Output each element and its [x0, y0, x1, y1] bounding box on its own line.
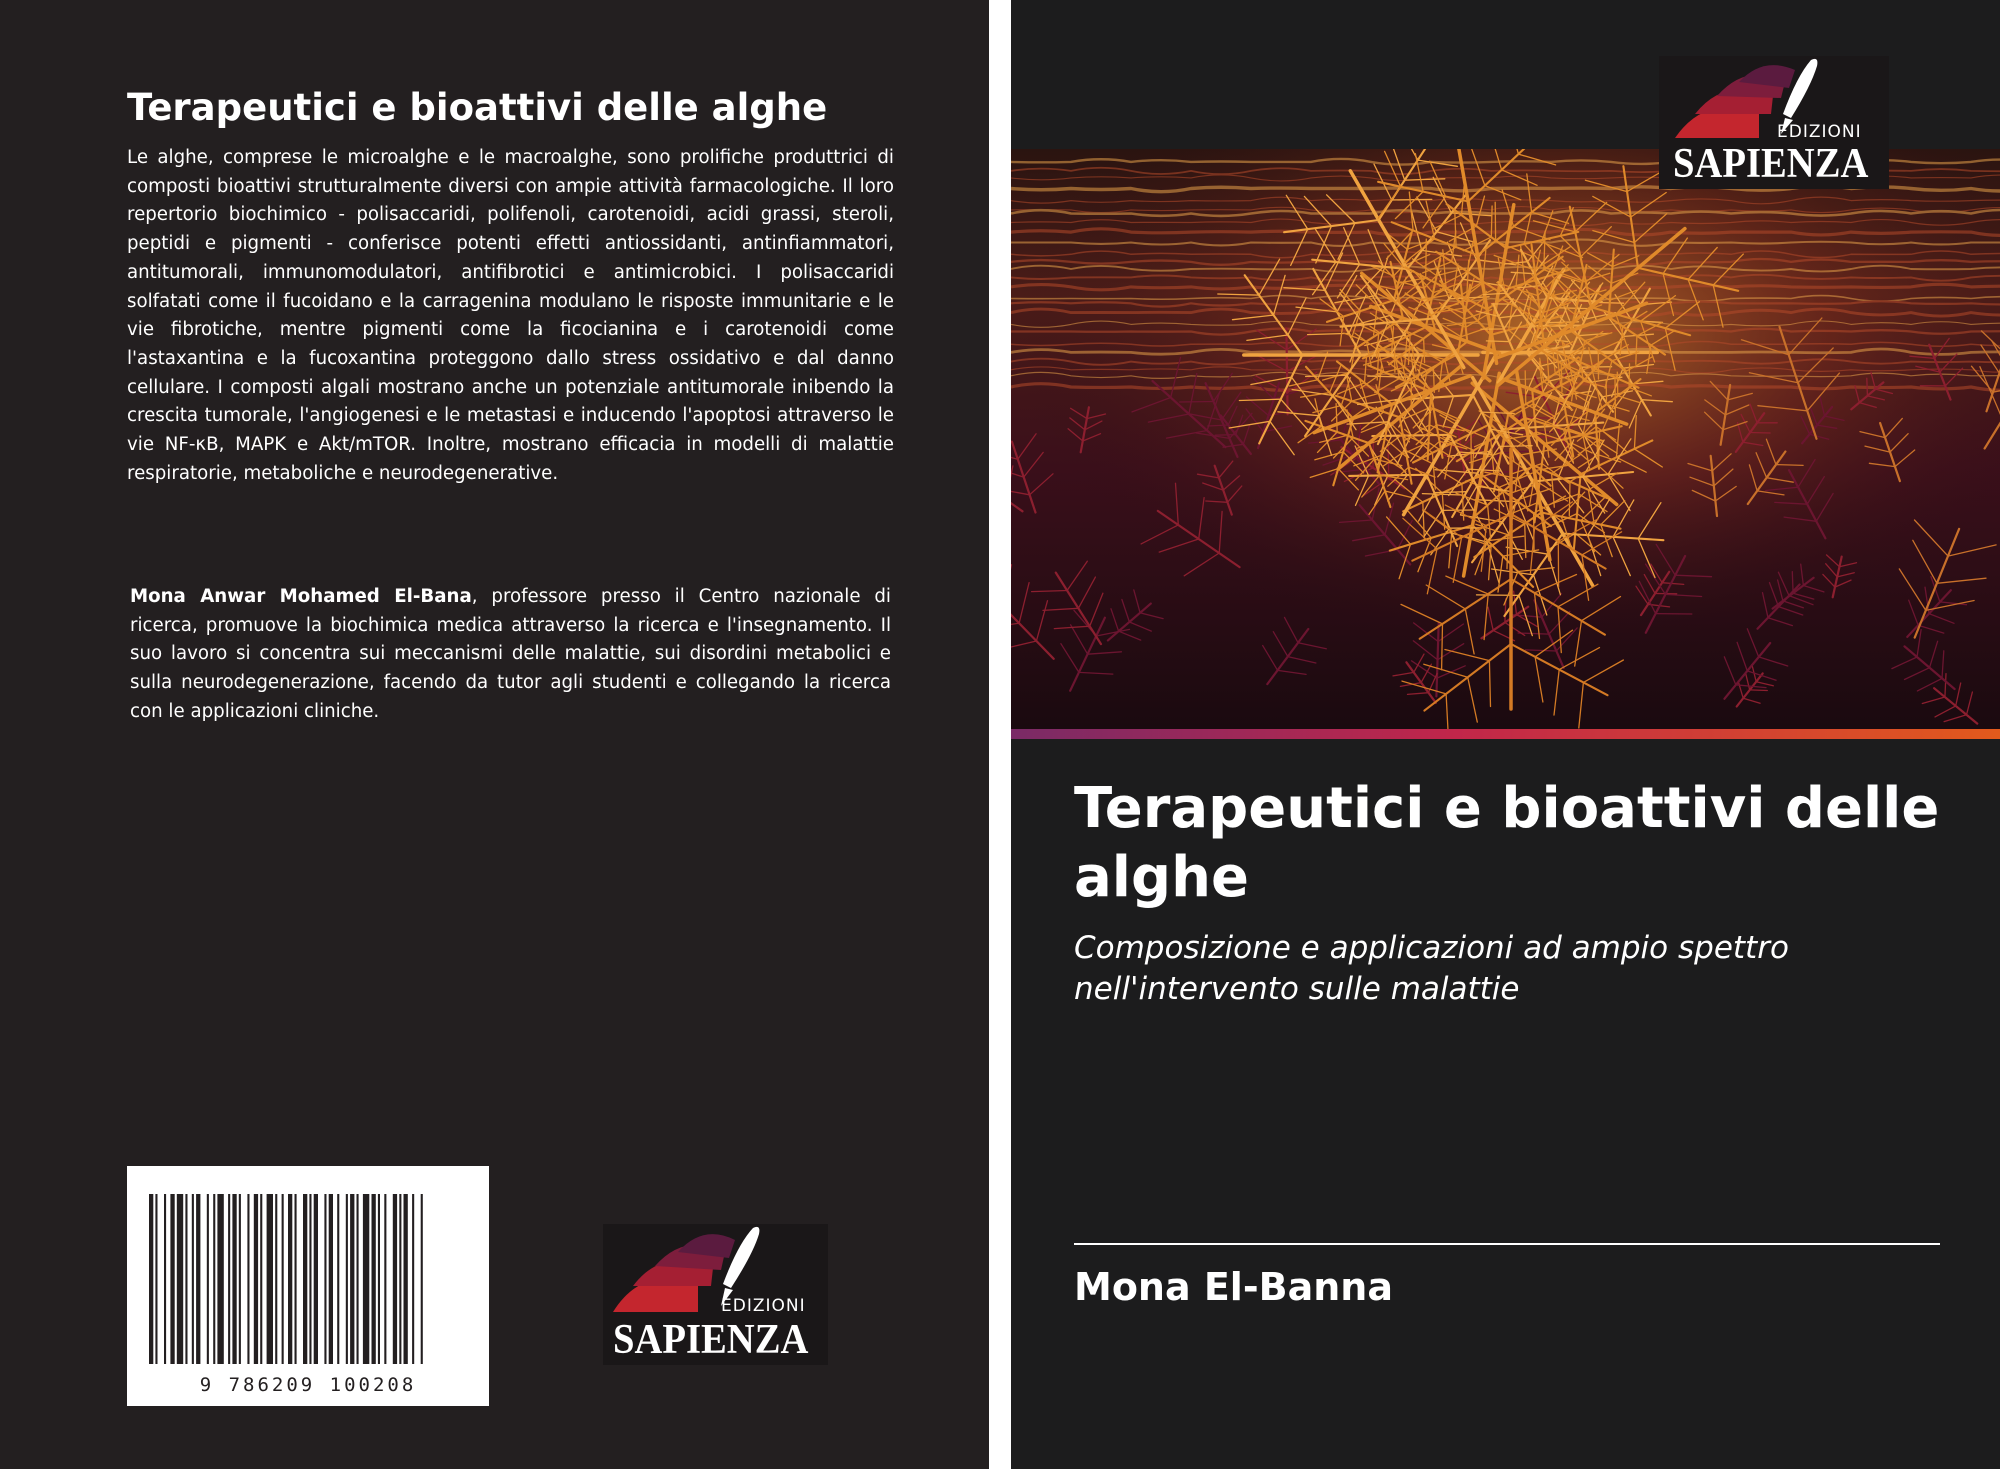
barcode-bar	[170, 1194, 174, 1364]
barcode-bar	[393, 1194, 397, 1364]
barcode-bar	[192, 1194, 194, 1364]
barcode-bar	[309, 1194, 311, 1364]
barcode-bar	[267, 1194, 273, 1364]
barcode-bar	[164, 1194, 166, 1364]
barcode-bar	[254, 1194, 258, 1364]
barcode-bar	[282, 1194, 284, 1364]
back-cover	[0, 0, 989, 1469]
front-cover-author: Mona El-Banna	[1074, 1265, 1393, 1309]
barcode-icon	[127, 1166, 489, 1406]
barcode-bar	[378, 1194, 380, 1364]
barcode-bar	[350, 1194, 354, 1364]
barcode-bar	[384, 1194, 386, 1364]
barcode-bar	[239, 1194, 241, 1364]
barcode-bar	[404, 1194, 408, 1364]
barcode-bar	[228, 1194, 230, 1364]
publisher-imprint: EDIZIONI	[721, 1296, 806, 1316]
barcode-bar	[399, 1194, 401, 1364]
front-cover-subtitle: Composizione e applicazioni ad ampio spettro nell'intervento sulle malattie	[1074, 930, 1789, 1007]
barcode-bar	[372, 1194, 376, 1364]
barcode-bar	[295, 1194, 297, 1364]
front-cover-title: Terapeutici e bioattivi delle alghe	[1074, 776, 1940, 910]
back-cover-title: Terapeutici e bioattivi delle alghe	[127, 86, 828, 129]
author-bio-name: Mona Anwar Mohamed El-Bana	[130, 586, 472, 607]
barcode-bar	[329, 1194, 333, 1364]
seaweed-photo	[1011, 149, 2000, 729]
barcode-bar	[217, 1194, 223, 1364]
publisher-logo-front	[1659, 56, 1889, 189]
publisher-imprint: EDIZIONI	[1777, 122, 1862, 142]
publisher-logo-back	[603, 1224, 828, 1365]
barcode-bar	[363, 1194, 369, 1364]
barcode-bar	[275, 1194, 277, 1364]
barcode-bar	[155, 1194, 157, 1364]
author-bio-text: , professore presso il Centro nazionale di ricerca, promuove la biochimica medica attraverso la ricerca e l'insegnamento. Il suo lavoro si concentra sui meccanismi delle malattie, sui disordini metabolici e sulla neurodegenerazione, facendo da tutor agli studenti e collegando la ricerca con le applicazioni cliniche.	[130, 586, 891, 722]
front-cover	[1011, 0, 2000, 1469]
barcode-bar	[247, 1194, 249, 1364]
publisher-name: SAPIENZA	[1673, 141, 1869, 187]
barcode-bar	[260, 1194, 262, 1364]
back-cover-blurb: Le alghe, comprese le microalghe e le macroalghe, sono prolifiche produttrici di composti bioattivi strutturalmente diversi con ampie attività farmacologiche. Il loro repertorio biochimico - polisaccaridi, polifenoli, carotenoidi, acidi grassi, steroli, peptidi e pigmenti - conferisce potenti effetti antiossidanti, antinfiammatori, antitumorali, immunomodulatori, antifibrotici e antimicrobici. I polisaccaridi solfatati come il fucoidano e la carragenina modulano le risposte immunitarie e le vie fibrotiche, mentre pigmenti come la ficocianina e i carotenoidi come l'astaxantina e la fucoxantina proteggono dallo stress ossidativo e dal danno cellulare. I composti algali mostrano anche un potenziale antitumorale inibendo la crescita tumorale, l'angiogenesi e le metastasi e inducendo l'apoptosi attraverso le vie NF-κB, MAPK e Akt/mTOR. Inoltre, mostrano efficacia in modelli di malattie respiratorie, metaboliche e neurodegenerative.	[127, 147, 894, 484]
publisher-name: SAPIENZA	[613, 1317, 809, 1363]
barcode-bar	[288, 1194, 292, 1364]
isbn-digits: 9 786209 100208	[199, 1374, 417, 1396]
barcode-bar	[412, 1194, 414, 1364]
barcode-bar	[421, 1194, 423, 1364]
barcode-bar	[177, 1194, 183, 1364]
barcode-bar	[346, 1194, 348, 1364]
barcode-bar	[303, 1194, 307, 1364]
barcode-bar	[232, 1194, 236, 1364]
barcode-bar	[337, 1194, 339, 1364]
author-divider	[1074, 1243, 1940, 1245]
barcode-bar	[149, 1194, 153, 1364]
barcode-bar	[196, 1194, 200, 1364]
accent-bar	[1011, 729, 2000, 739]
isbn-barcode	[127, 1166, 489, 1406]
barcode-bar	[324, 1194, 326, 1364]
barcode-bar	[185, 1194, 187, 1364]
barcode-bar	[207, 1194, 209, 1364]
spine-gap	[989, 0, 1011, 1469]
author-bio	[130, 583, 891, 727]
barcode-bar	[357, 1194, 359, 1364]
barcode-bar	[314, 1194, 318, 1364]
barcode-bar	[213, 1194, 215, 1364]
